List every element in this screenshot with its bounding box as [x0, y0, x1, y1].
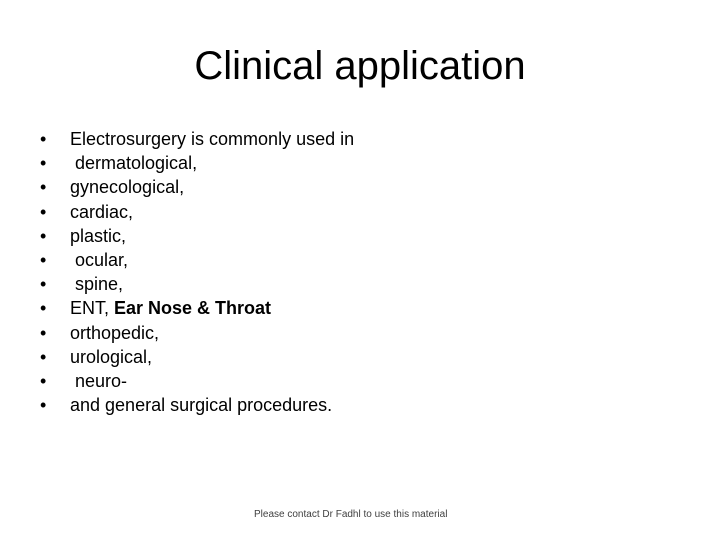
- list-item: [40, 151, 354, 175]
- list-item-text: neuro-: [70, 370, 128, 391]
- list-item: [40, 200, 354, 224]
- bullet-icon: •: [40, 346, 47, 367]
- list-item-text: dermatological,: [70, 153, 198, 174]
- bullet-icon: •: [40, 370, 47, 391]
- slide-title: Clinical application: [194, 44, 526, 88]
- list-item-text: ENT,: [70, 298, 115, 319]
- bullet-icon: •: [40, 298, 47, 319]
- list-item: [40, 345, 354, 369]
- list-item-text: gynecological,: [70, 177, 185, 198]
- bullet-icon: •: [40, 322, 47, 343]
- list-item: [40, 175, 354, 199]
- bullet-icon: •: [40, 249, 47, 270]
- bullet-icon: •: [40, 225, 47, 246]
- list-item-bold-text: Ear Nose & Throat: [114, 298, 272, 319]
- list-item-text: cardiac,: [70, 201, 134, 222]
- bullet-icon: •: [40, 395, 47, 416]
- list-item-text: ocular,: [70, 249, 129, 270]
- bullet-icon: •: [40, 129, 47, 149]
- list-item: [40, 321, 354, 345]
- list-item: [40, 296, 354, 320]
- bullet-icon: •: [40, 274, 47, 295]
- list-item-text: plastic,: [70, 225, 127, 246]
- bullet-icon: •: [40, 177, 47, 198]
- bullet-icon: •: [40, 153, 47, 174]
- list-item-text: orthopedic,: [70, 322, 160, 343]
- list-item: [40, 272, 354, 296]
- list-item: [40, 369, 354, 393]
- footer-note: Please contact Dr Fadhl to use this material: [254, 509, 448, 520]
- list-item: [40, 224, 354, 248]
- list-item-text: spine,: [70, 274, 124, 295]
- list-item-text: and general surgical procedures.: [70, 395, 333, 416]
- list-item-text: Electrosurgery is commonly used in: [70, 129, 355, 149]
- list-item: [40, 127, 354, 151]
- list-item-text: urological,: [70, 346, 153, 367]
- list-item: [40, 248, 354, 272]
- bullet-list: [40, 127, 354, 417]
- bullet-icon: •: [40, 201, 47, 222]
- list-item: [40, 393, 354, 417]
